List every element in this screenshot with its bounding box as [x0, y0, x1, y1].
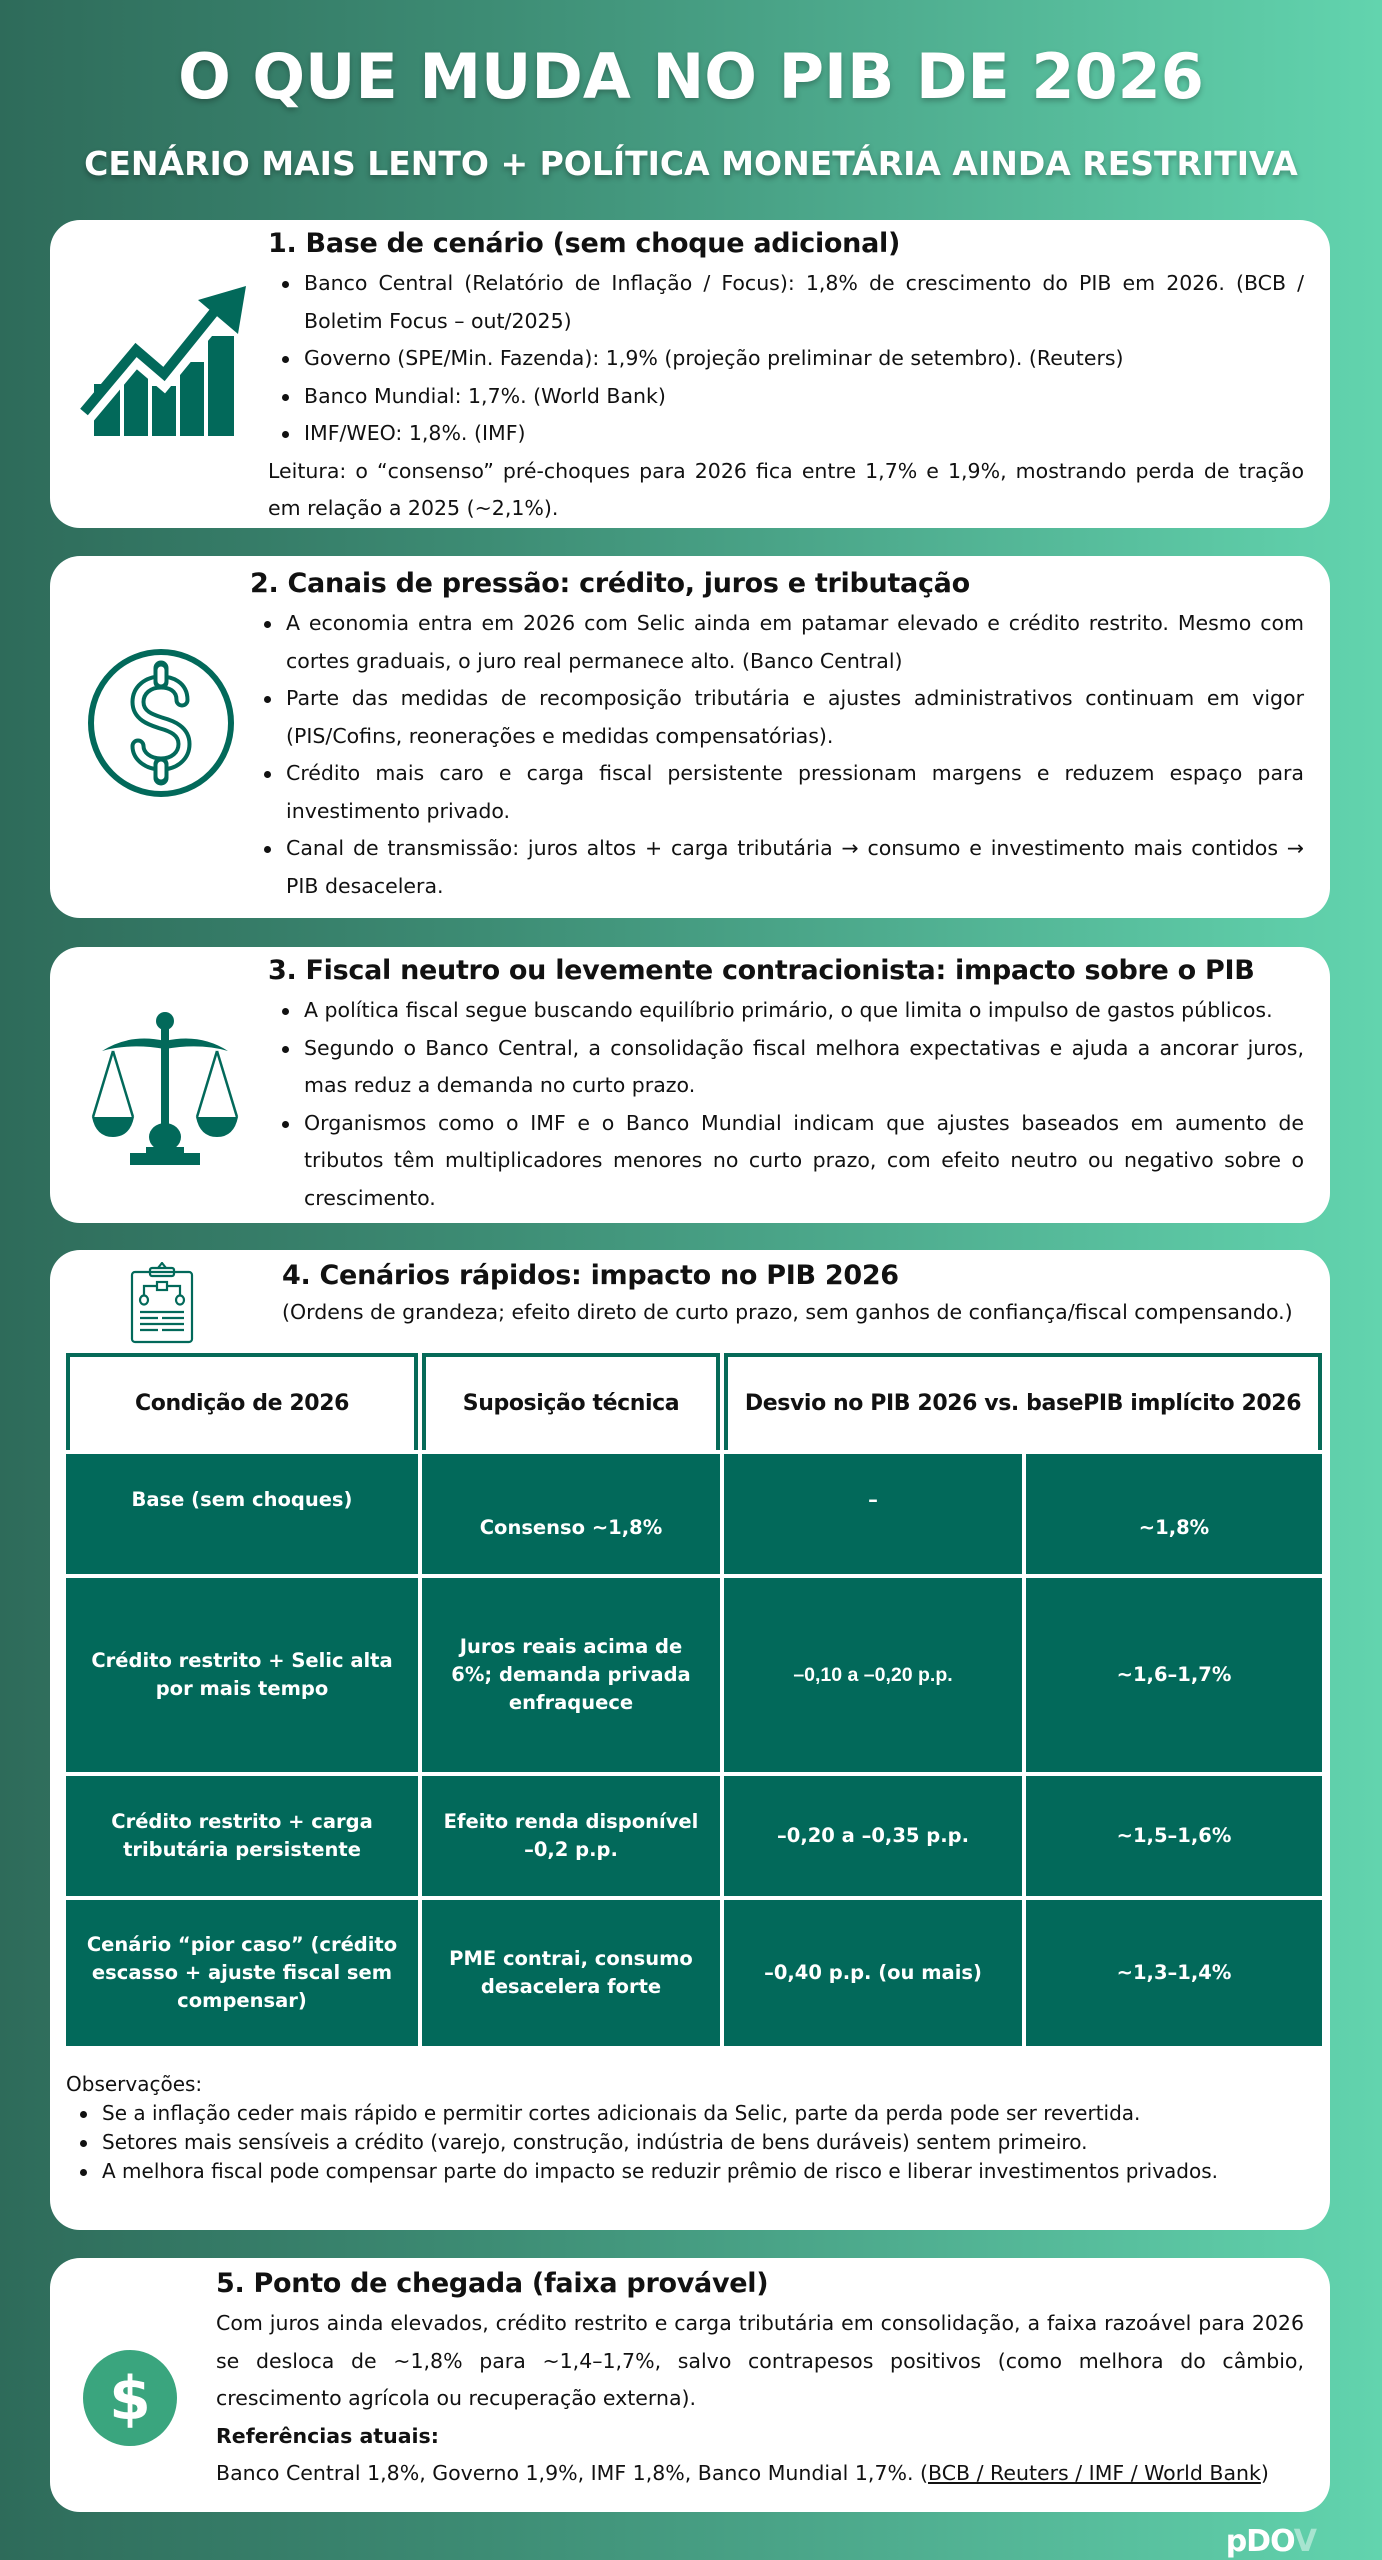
list-item: Se a inflação ceder mais rápido e permitir cortes adicionais da Selic, parte da perda pode ser revertida. — [66, 2099, 1300, 2128]
reading-text: Leitura: o “consenso” pré-choques para 2026 fica entre 1,7% e 1,9%, mostrando perda de tração em relação a 2025 (~2,1%). — [268, 458, 1304, 520]
references-label: Referências atuais: — [216, 2423, 439, 2448]
references-close: ) — [1260, 2461, 1269, 2485]
table-cell: Crédito restrito + Selic alta por mais tempo — [66, 1574, 418, 1772]
table-cell: Cenário “pior caso” (crédito escasso + ajuste fiscal sem compensar) — [66, 1896, 418, 2046]
section-title: 4. Cenários rápidos: impacto no PIB 2026 — [282, 1260, 899, 1291]
observations-label: Observações: — [66, 2072, 203, 2096]
table-row — [66, 1574, 1322, 1772]
clipboard-flowchart-icon — [130, 1262, 194, 1344]
table-cell: PME contrai, consumo desacelera forte — [422, 1896, 720, 2046]
section-title: 1. Base de cenário (sem choque adicional) — [268, 228, 900, 259]
page-subtitle: CENÁRIO MAIS LENTO + POLÍTICA MONETÁRIA AINDA RESTRITIVA — [84, 144, 1298, 183]
table-cell: ~1,6–1,7% — [1026, 1574, 1322, 1772]
list-item: Organismos como o IMF e o Banco Mundial indicam que ajustes baseados em aumento de tributos têm multiplicadores menores no curto prazo, com efeito neutro ou negativo sobre o crescimento. — [268, 1105, 1304, 1218]
section-subtitle: (Ordens de grandeza; efeito direto de curto prazo, sem ganhos de confiança/fiscal compensando.) — [282, 1300, 1293, 1324]
references-text — [216, 2455, 1304, 2493]
list-item: Crédito mais caro e carga fiscal persistente pressionam margens e reduzem espaço para investimento privado. — [250, 755, 1304, 830]
table-header-row — [66, 1353, 1322, 1450]
list-item: Setores mais sensíveis a crédito (varejo, construção, indústria de bens duráveis) sentem primeiro. — [66, 2128, 1300, 2157]
logo-main: pDO — [1225, 2524, 1294, 2559]
table-cell — [66, 1450, 418, 1574]
conclusion-text: Com juros ainda elevados, crédito restrito e carga tributária em consolidação, a faixa razoável para 2026 se desloca de ~1,8% para ~1,4–1,7%, salvo contrapesos positivos (como melhora do câmbio, crescimento agrícola ou recuperação externa). — [216, 2311, 1304, 2410]
section-title: 3. Fiscal neutro ou levemente contracionista: impacto sobre o PIB — [268, 955, 1255, 986]
section-landing-point — [50, 2258, 1330, 2512]
section-header — [282, 1260, 1293, 1327]
list-item: Canal de transmissão: juros altos + carga tributária → consumo e investimento mais contidos → PIB desacelera. — [250, 830, 1304, 905]
table-cell: ~1,5–1,6% — [1026, 1772, 1322, 1896]
table-cell: –0,10 a –0,20 p.p. — [724, 1574, 1022, 1772]
dollar-circle-filled-icon — [80, 2348, 180, 2448]
table-row — [66, 1772, 1322, 1896]
bullet-list — [250, 605, 1304, 905]
table-cell: –0,40 p.p. (ou mais) — [724, 1896, 1022, 2046]
list-item: Parte das medidas de recomposição tributária e ajustes administrativos continuam em vigor (PIS/Cofins, reonerações e medidas compensatórias). — [250, 680, 1304, 755]
scenarios-table — [62, 1353, 1326, 2046]
list-item: Banco Mundial: 1,7%. (World Bank) — [268, 378, 1304, 416]
references-link[interactable]: BCB / Reuters / IMF / World Bank — [928, 2461, 1261, 2485]
table-cell: ~1,3–1,4% — [1026, 1896, 1322, 2046]
list-item: Banco Central (Relatório de Inflação / Focus): 1,8% de crescimento do PIB em 2026. (BCB / Boletim Focus – out/2025) — [268, 265, 1304, 340]
svg-text:$: $ — [109, 2364, 151, 2434]
section-title: 5. Ponto de chegada (faixa provável) — [216, 2268, 769, 2299]
table-cell: Crédito restrito + carga tributária persistente — [66, 1772, 418, 1896]
table-row — [66, 1450, 1322, 1574]
table-cell: Juros reais acima de 6%; demanda privada enfraquece — [422, 1574, 720, 1772]
page-title: O QUE MUDA NO PIB DE 2026 — [178, 40, 1204, 113]
column-header: Suposição técnica — [422, 1353, 720, 1450]
observations — [66, 2070, 1300, 2186]
table-row — [66, 1896, 1322, 2046]
section-title: 2. Canais de pressão: crédito, juros e tributação — [250, 568, 970, 599]
section-quick-scenarios — [50, 1250, 1330, 2230]
list-item: Segundo o Banco Central, a consolidação fiscal melhora expectativas e ajuda a ancorar juros, mas reduz a demanda no curto prazo. — [268, 1030, 1304, 1105]
section-fiscal — [50, 947, 1330, 1223]
logo-accent: V — [1293, 2524, 1316, 2559]
cell-text: Base (sem choques) — [131, 1488, 353, 1511]
list-item: A economia entra em 2026 com Selic ainda em patamar elevado e crédito restrito. Mesmo com cortes graduais, o juro real permanece alto. (Banco Central) — [250, 605, 1304, 680]
list-item: A política fiscal segue buscando equilíbrio primário, o que limita o impulso de gastos públicos. — [268, 992, 1304, 1030]
brand-logo — [1226, 2524, 1316, 2559]
list-item: Governo (SPE/Min. Fazenda): 1,9% (projeção preliminar de setembro). (Reuters) — [268, 340, 1304, 378]
list-item: A melhora fiscal pode compensar parte do impacto se reduzir prêmio de risco e liberar investimentos privados. — [66, 2157, 1300, 2186]
section-body — [268, 228, 1304, 528]
references-values: Banco Central 1,8%, Governo 1,9%, IMF 1,8%, Banco Mundial 1,7%. ( — [216, 2461, 928, 2485]
table-cell — [724, 1450, 1022, 1574]
cell-text: Consenso ~1,8% — [479, 1516, 663, 1539]
balance-scale-icon — [90, 1007, 240, 1167]
section-body — [268, 955, 1304, 1217]
table-cell — [422, 1450, 720, 1574]
bullet-list — [268, 992, 1304, 1217]
section-base-scenario — [50, 220, 1330, 528]
column-header: Desvio no PIB 2026 vs. basePIB implícito 2026 — [724, 1353, 1322, 1450]
cell-text: – — [868, 1488, 878, 1511]
bullet-list — [268, 265, 1304, 453]
cell-text: ~1,8% — [1138, 1516, 1210, 1539]
dollar-circle-outline-icon — [86, 648, 236, 798]
section-pressure-channels — [50, 556, 1330, 918]
column-header: Condição de 2026 — [66, 1353, 418, 1450]
section-body — [250, 568, 1304, 905]
observations-list — [66, 2099, 1300, 2186]
growth-chart-icon — [80, 286, 250, 436]
list-item: IMF/WEO: 1,8%. (IMF) — [268, 415, 1304, 453]
table-cell: Efeito renda disponível –0,2 p.p. — [422, 1772, 720, 1896]
table-cell — [1026, 1450, 1322, 1574]
section-body — [216, 2268, 1304, 2493]
table-cell: –0,20 a –0,35 p.p. — [724, 1772, 1022, 1896]
